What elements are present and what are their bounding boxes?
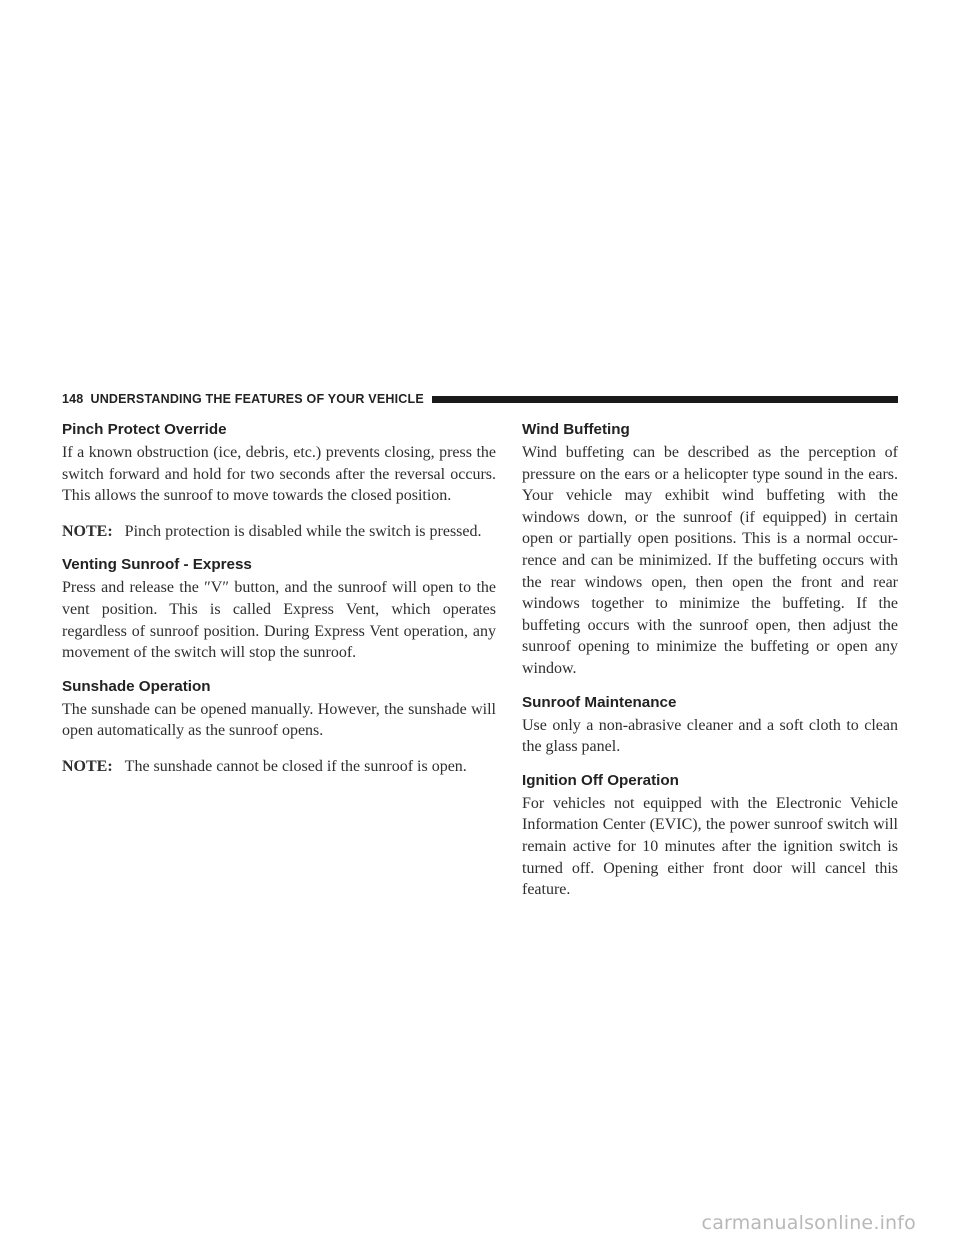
- section-heading: Ignition Off Operation: [522, 771, 679, 789]
- section-body: If a known obstruction (ice, debris, etc.) prevents closing, press the switch forward and hold for two seconds after the reversal occurs. This allows the sunroof to move towards the closed position.: [62, 444, 496, 505]
- right-column: [522, 421, 898, 915]
- section-pinch-protect: [62, 421, 496, 542]
- section-body: For vehicles not equipped with the Electronic Vehicle Information Center (EVIC), the power sunroof switch will remain active for 10 minutes after the ignition switch is turned off. Opening either front door will cancel this feature.: [522, 794, 898, 899]
- section-heading: Sunroof Maintenance: [522, 693, 677, 711]
- note-text: The sunshade cannot be closed if the sunroof is open.: [124, 757, 467, 775]
- note-label: NOTE:: [62, 522, 113, 540]
- note-text: Pinch protection is disabled while the switch is pressed.: [124, 522, 482, 540]
- left-column: [62, 421, 496, 792]
- section-body: Wind buffeting can be described as the perception of pressure on the ears or a helicopter type sound in the ears. Your vehicle may exhibit wind buffeting with the windows down, or the sunroof (if equipped) in certain open or partially open positions. This is a normal occur-rence and can be minimized. If the buffeting occurs with the rear windows open, then open the front and rear windows together to minimize the buffeting. If the buffeting occurs with the sunroof open, then adjust the sunroof opening to minimize the buffeting or open any window.: [522, 444, 898, 677]
- section-body: Press and release the ″V″ button, and the sunroof will open to the vent position. This is called Express Vent, which operates regardless of sunroof position. During Express Vent operation, any movement of the switch will stop the sunroof.: [62, 579, 496, 662]
- section-heading: Sunshade Operation: [62, 677, 211, 695]
- watermark: carmanualsonline.info: [701, 1212, 916, 1234]
- section-venting-sunroof: [62, 556, 496, 663]
- chapter-title: UNDERSTANDING THE FEATURES OF YOUR VEHICLE: [90, 392, 424, 406]
- note-paragraph: [62, 756, 496, 778]
- note-label: NOTE:: [62, 757, 113, 775]
- page-number: 148: [62, 392, 84, 406]
- section-heading: Pinch Protect Override: [62, 421, 227, 438]
- section-heading: Wind Buffeting: [522, 421, 630, 438]
- section-wind-buffeting: [522, 421, 898, 680]
- page-header: [62, 391, 898, 407]
- section-body: The sunshade can be opened manually. However, the sunshade will open automatically as the sunroof opens.: [62, 700, 496, 740]
- section-sunroof-maintenance: [522, 694, 898, 758]
- section-sunshade: [62, 678, 496, 778]
- section-body: Use only a non-abrasive cleaner and a soft cloth to clean the glass panel.: [522, 716, 898, 756]
- section-ignition-off: [522, 772, 898, 901]
- header-rule: [432, 396, 898, 403]
- section-heading: Venting Sunroof - Express: [62, 556, 252, 574]
- note-paragraph: [62, 521, 496, 543]
